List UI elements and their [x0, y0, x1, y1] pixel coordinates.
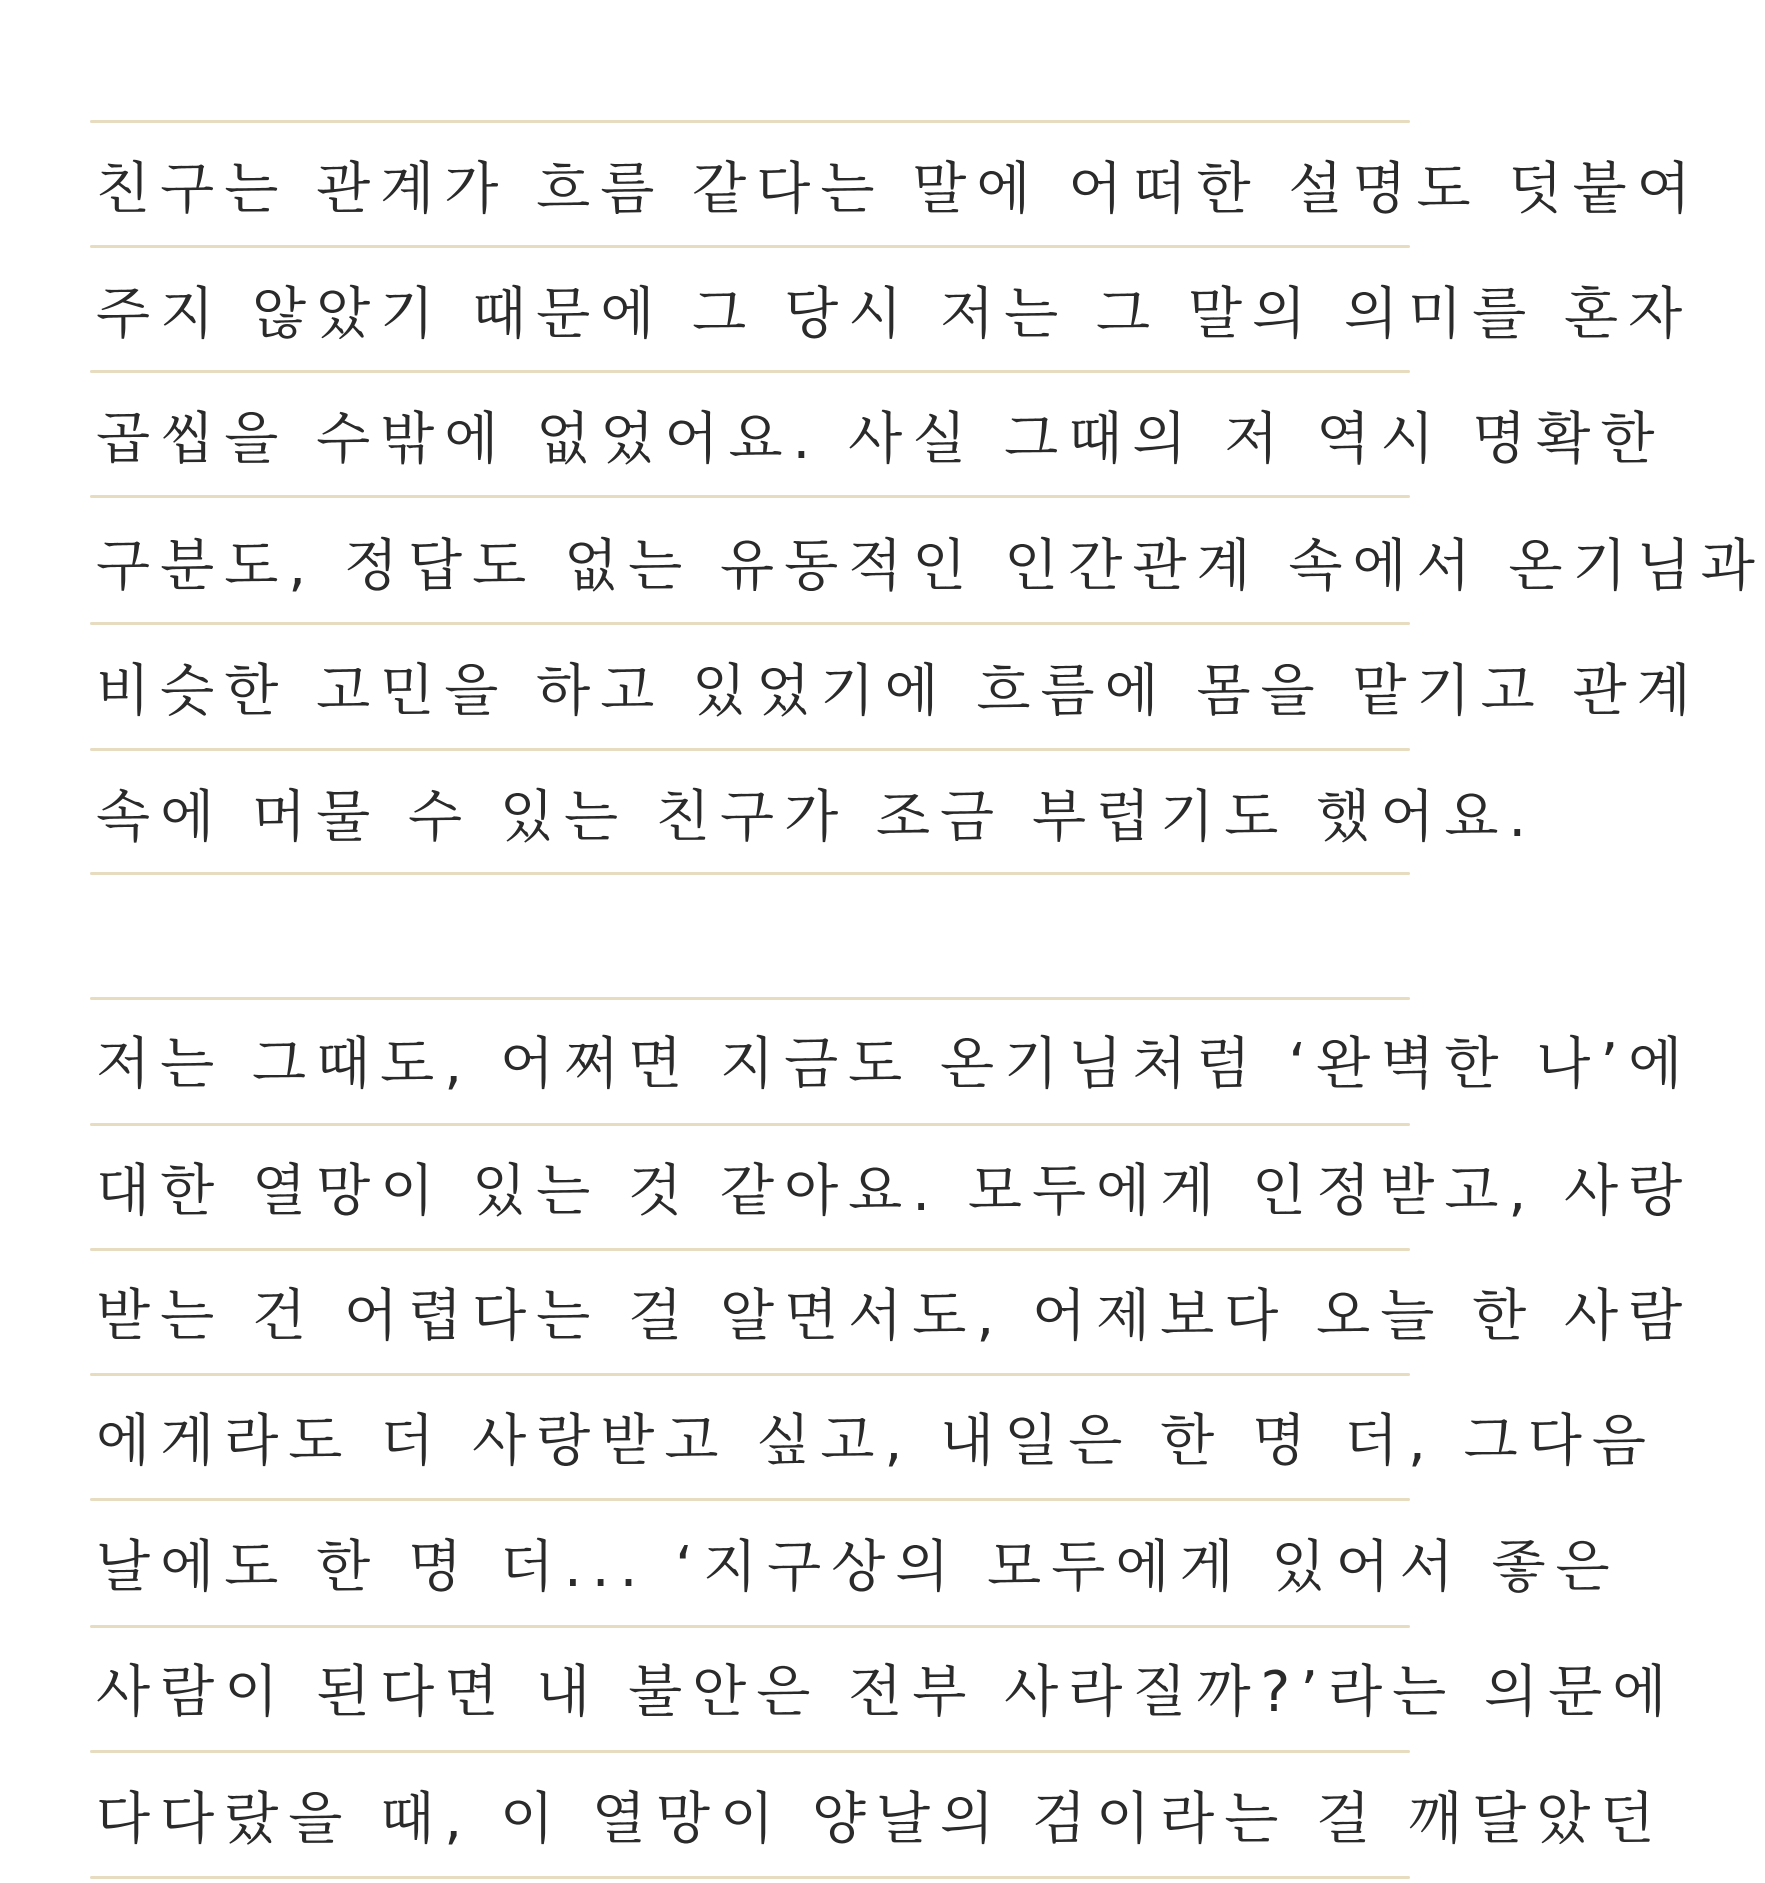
notebook-rule [90, 120, 1410, 123]
paragraph-2-line-3: 받는 건 어렵다는 걸 알면서도, 어제보다 오늘 한 사람 [96, 1284, 1693, 1349]
paragraph-1-line-3: 곱씹을 수밖에 없었어요. 사실 그때의 저 역시 명확한 [96, 407, 1665, 472]
paragraph-2-line-2: 대한 열망이 있는 것 같아요. 모두에게 인정받고, 사랑 [96, 1159, 1693, 1224]
notebook-rule [90, 370, 1410, 373]
paragraph-2-line-6: 사람이 된다면 내 불안은 전부 사라질까?’라는 의문에 [96, 1660, 1677, 1725]
notebook-rule [90, 748, 1410, 751]
paragraph-1-line-6: 속에 머물 수 있는 친구가 조금 부럽기도 했어요. [96, 785, 1537, 850]
paragraph-2-line-4: 에게라도 더 사랑받고 싶고, 내일은 한 명 더, 그다음 [96, 1409, 1656, 1474]
notebook-rule [90, 245, 1410, 248]
notebook-rule [90, 1248, 1410, 1251]
paragraph-1-line-4: 구분도, 정답도 없는 유동적인 인간관계 속에서 온기님과 [96, 534, 1765, 599]
notebook-rule [90, 872, 1410, 875]
notebook-rule [90, 1373, 1410, 1376]
paragraph-1-line-5: 비슷한 고민을 하고 있었기에 흐름에 몸을 맡기고 관계 [96, 659, 1701, 724]
paragraph-1-line-1: 친구는 관계가 흐름 같다는 말에 어떠한 설명도 덧붙여 [96, 157, 1701, 222]
notebook-rule [90, 495, 1410, 498]
notebook-rule [90, 1498, 1410, 1501]
notebook-rule [90, 1750, 1410, 1753]
notebook-rule [90, 1876, 1410, 1879]
paragraph-2-line-7: 다다랐을 때, 이 열망이 양날의 검이라는 걸 깨달았던 [96, 1787, 1665, 1852]
paragraph-2-line-1: 저는 그때도, 어쩌면 지금도 온기님처럼 ‘완벽한 나’에 [96, 1032, 1693, 1097]
notebook-rule [90, 1123, 1410, 1126]
notebook-rule [90, 997, 1410, 1000]
notebook-rule [90, 622, 1410, 625]
paragraph-2-line-5: 날에도 한 명 더... ‘지구상의 모두에게 있어서 좋은 [96, 1535, 1620, 1600]
notebook-rule [90, 1625, 1410, 1628]
paragraph-1-line-2: 주지 않았기 때문에 그 당시 저는 그 말의 의미를 혼자 [96, 282, 1693, 347]
